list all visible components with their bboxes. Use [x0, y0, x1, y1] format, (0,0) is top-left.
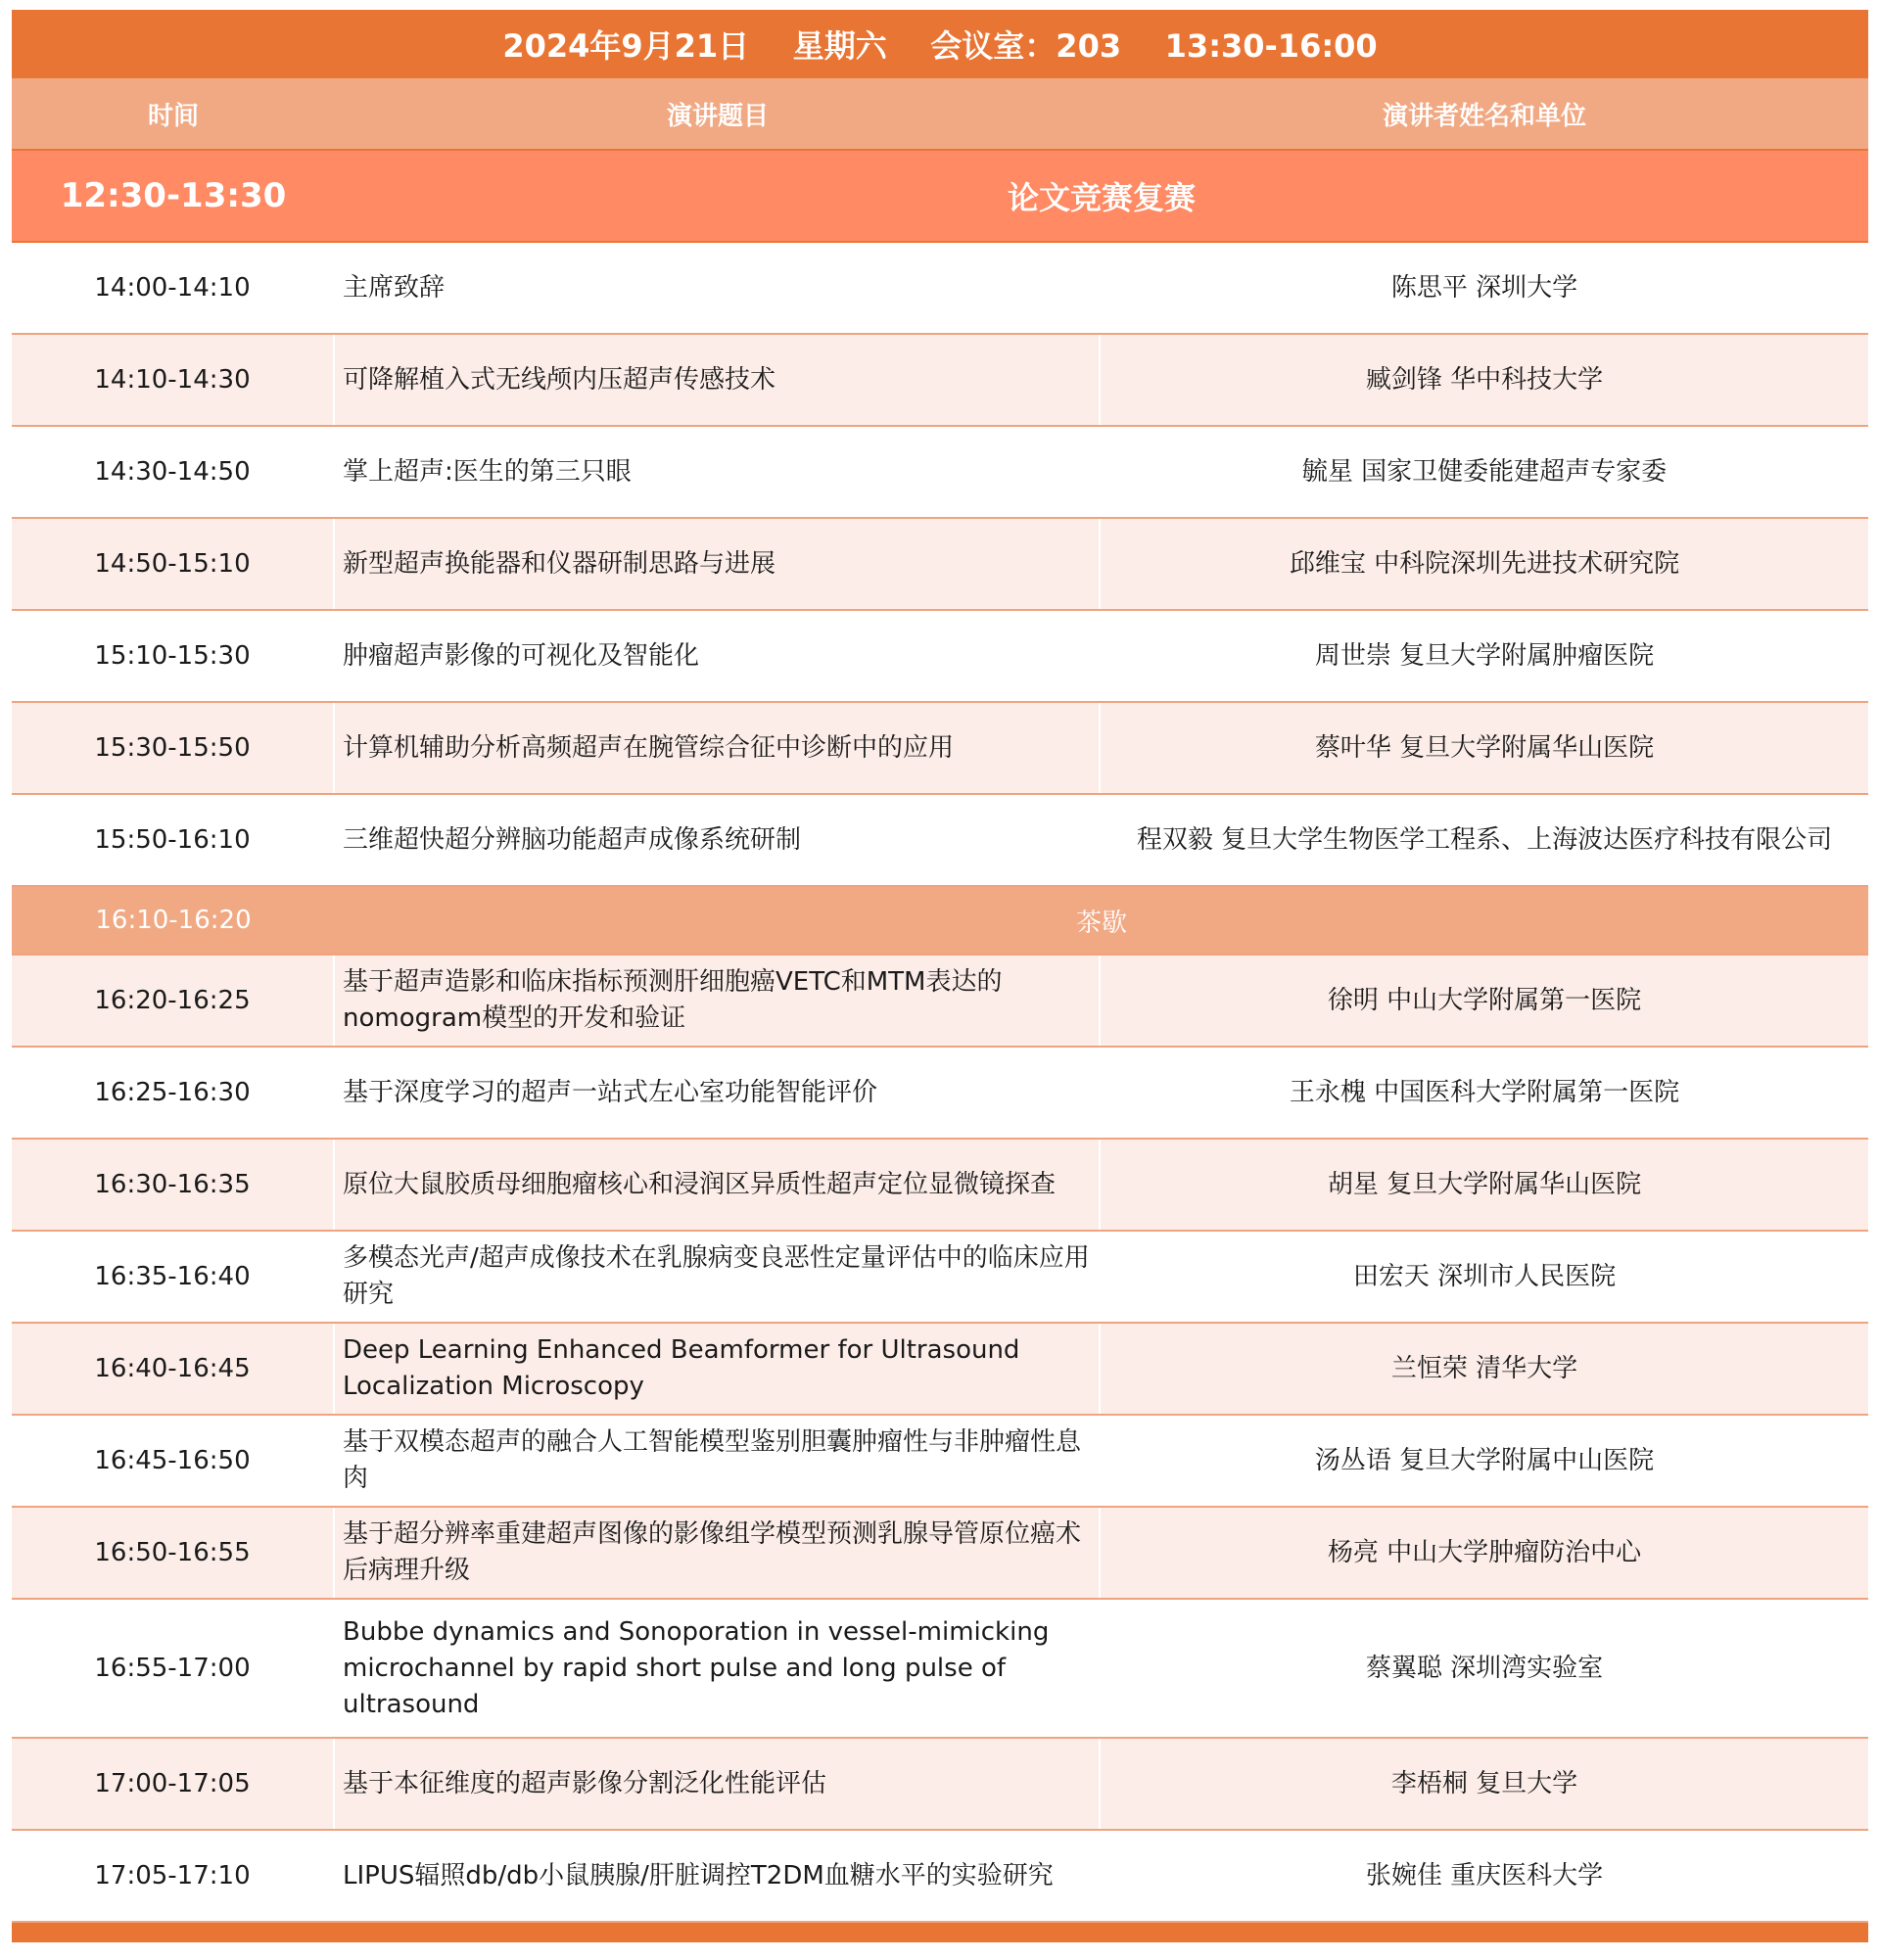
time-cell: 17:05-17:10: [12, 1831, 335, 1921]
time-cell: 15:50-16:10: [12, 795, 335, 885]
column-header-time: 时间: [147, 101, 199, 131]
table-row: [12, 1831, 1868, 1923]
topic-cell: 基于双模态超声的融合人工智能模型鉴别胆囊肿瘤性与非肿瘤性息肉: [335, 1416, 1101, 1506]
speaker-cell: 王永槐 中国医科大学附属第一医院: [1289, 1077, 1680, 1107]
speaker-cell: 徐明 中山大学附属第一医院: [1327, 985, 1642, 1015]
topic-cell: 主席致辞: [335, 243, 1101, 333]
column-header-speaker: 演讲者姓名和单位: [1382, 101, 1586, 131]
speaker-cell: 田宏天 深圳市人民医院: [1352, 1261, 1617, 1291]
table-row: [12, 1232, 1868, 1324]
break-row: [12, 887, 1868, 956]
session-title: 论文竞赛复赛: [1007, 179, 1196, 216]
time-cell: 16:30-16:35: [12, 1140, 335, 1230]
session-row: [12, 151, 1868, 243]
speaker-cell: 臧剑锋 华中科技大学: [1365, 364, 1604, 395]
time-cell: 14:00-14:10: [12, 243, 335, 333]
speaker-cell: 蔡翼聪 深圳湾实验室: [1365, 1653, 1604, 1683]
table-row: [12, 1140, 1868, 1232]
time-cell: 15:10-15:30: [12, 611, 335, 701]
table-row: [12, 1600, 1868, 1739]
time-cell: 14:30-14:50: [12, 427, 335, 517]
topic-cell: 基于超分辨率重建超声图像的影像组学模型预测乳腺导管原位癌术后病理升级: [335, 1508, 1101, 1598]
topic-cell: 原位大鼠胶质母细胞瘤核心和浸润区异质性超声定位显微镜探查: [335, 1140, 1101, 1230]
column-header-row: [12, 78, 1868, 151]
time-cell: 16:40-16:45: [12, 1324, 335, 1414]
bottom-bar: [12, 1923, 1868, 1942]
speaker-cell: 蔡叶华 复旦大学附属华山医院: [1314, 732, 1655, 763]
time-cell: 16:20-16:25: [12, 956, 335, 1046]
time-cell: 14:50-15:10: [12, 519, 335, 609]
time-cell: 16:50-16:55: [12, 1508, 335, 1598]
topic-cell: 可降解植入式无线颅内压超声传感技术: [335, 335, 1101, 425]
table-row: [12, 1324, 1868, 1416]
table-row: [12, 1416, 1868, 1508]
break-label: 茶歇: [1075, 908, 1127, 938]
schedule-group-after-break: [12, 956, 1868, 1923]
time-cell: 16:35-16:40: [12, 1232, 335, 1322]
topic-cell: 肿瘤超声影像的可视化及智能化: [335, 611, 1101, 701]
column-header-topic: 演讲题目: [666, 101, 769, 131]
speaker-cell: 程双毅 复旦大学生物医学工程系、上海波达医疗科技有限公司: [1136, 824, 1833, 855]
table-row: [12, 243, 1868, 335]
time-cell: 15:30-15:50: [12, 703, 335, 793]
table-row: [12, 1739, 1868, 1831]
speaker-cell: 周世崇 复旦大学附属肿瘤医院: [1314, 640, 1655, 671]
time-cell: 16:45-16:50: [12, 1416, 335, 1506]
table-row: [12, 519, 1868, 611]
time-cell: 16:55-17:00: [12, 1600, 335, 1737]
schedule-table: [12, 10, 1868, 1942]
topic-cell: Bubbe dynamics and Sonoporation in vessel-mimicking microchannel by rapid short pulse and long pulse of ultrasound: [335, 1600, 1101, 1737]
speaker-cell: 胡星 复旦大学附属华山医院: [1327, 1169, 1642, 1199]
topic-cell: LIPUS辐照db/db小鼠胰腺/肝脏调控T2DM血糖水平的实验研究: [335, 1831, 1101, 1921]
table-row: [12, 795, 1868, 887]
topic-cell: 多模态光声/超声成像技术在乳腺病变良恶性定量评估中的临床应用研究: [335, 1232, 1101, 1322]
time-cell: 16:25-16:30: [12, 1048, 335, 1138]
topic-cell: 基于超声造影和临床指标预测肝细胞癌VETC和MTM表达的nomogram模型的开发和验证: [335, 956, 1101, 1046]
speaker-cell: 陈思平 深圳大学: [1390, 272, 1578, 303]
break-time: 16:10-16:20: [95, 906, 252, 935]
speaker-cell: 邱维宝 中科院深圳先进技术研究院: [1289, 548, 1680, 579]
speaker-cell: 兰恒荣 清华大学: [1390, 1353, 1578, 1383]
speaker-cell: 张婉佳 重庆医科大学: [1365, 1860, 1604, 1890]
table-row: [12, 703, 1868, 795]
speaker-cell: 李梧桐 复旦大学: [1390, 1768, 1578, 1798]
speaker-cell: 杨亮 中山大学肿瘤防治中心: [1327, 1537, 1642, 1567]
table-row: [12, 1048, 1868, 1140]
table-row: [12, 427, 1868, 519]
time-cell: 14:10-14:30: [12, 335, 335, 425]
topic-cell: 基于深度学习的超声一站式左心室功能智能评价: [335, 1048, 1101, 1138]
speaker-cell: 毓星 国家卫健委能建超声专家委: [1301, 456, 1668, 487]
table-row: [12, 611, 1868, 703]
topic-cell: 计算机辅助分析高频超声在腕管综合征中诊断中的应用: [335, 703, 1101, 793]
session-time: 12:30-13:30: [60, 176, 287, 215]
topic-cell: 新型超声换能器和仪器研制思路与进展: [335, 519, 1101, 609]
topic-cell: Deep Learning Enhanced Beamformer for Ultrasound Localization Microscopy: [335, 1324, 1101, 1414]
topic-cell: 三维超快超分辨脑功能超声成像系统研制: [335, 795, 1101, 885]
topic-cell: 掌上超声:医生的第三只眼: [335, 427, 1101, 517]
topic-cell: 基于本征维度的超声影像分割泛化性能评估: [335, 1739, 1101, 1829]
table-row: [12, 1508, 1868, 1600]
schedule-group-before-break: [12, 243, 1868, 887]
time-cell: 17:00-17:05: [12, 1739, 335, 1829]
speaker-cell: 汤丛语 复旦大学附属中山医院: [1314, 1445, 1655, 1475]
table-row: [12, 335, 1868, 427]
table-row: [12, 956, 1868, 1048]
header-title: 2024年9月21日 星期六 会议室：203 13:30-16:00: [12, 10, 1868, 78]
